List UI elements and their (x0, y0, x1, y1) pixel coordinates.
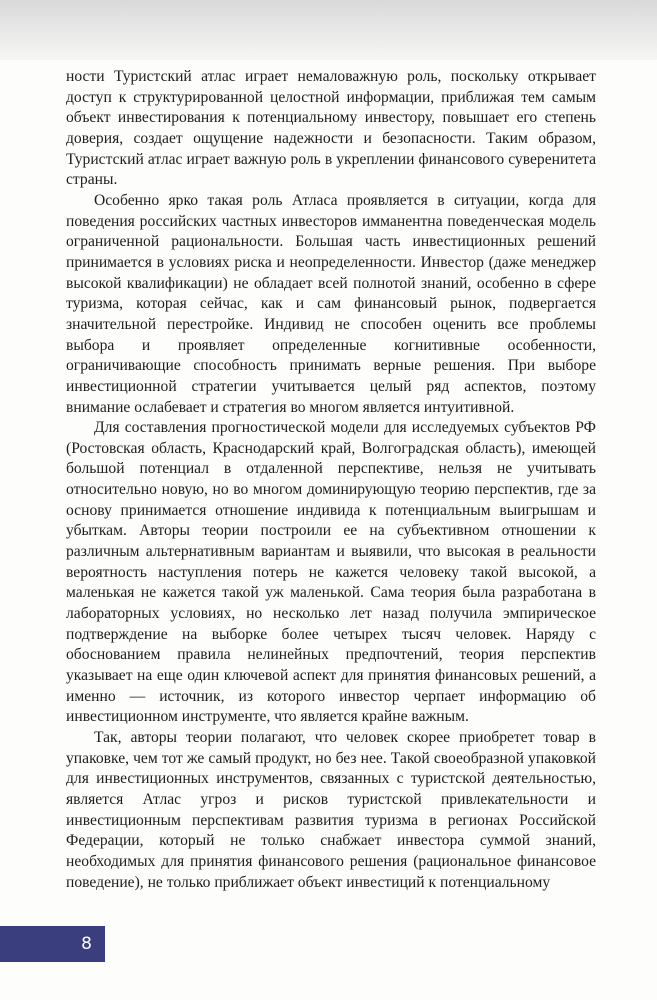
paragraph-4: Так, авторы теории полагают, что человек скорее приобретет товар в упаковке, чем тот же самый продукт, но без нее. Такой своеобразной упаковкой для инвестиционных инструментов, связанных с туристской деятельностью, является Атлас угроз и рисков туристской привлекательности и инвестиционным перспективам развития туризма в регионах Российской Федерации, который не только снабжает инвестора суммой знаний, необходимых для принятия финансового решения (рациональное финансовое поведение), не только приближает объект инвестиций к потенциальному (66, 729, 596, 891)
page-number-badge: 8 (0, 926, 105, 962)
paragraph-3: Для составления прогностической модели для исследуемых субъектов РФ (Ростовская область, Краснодарский край, Волгоградская область), имеющей большой потенциал в отдаленной перспективе, нельзя не учитывать относительно новую, но во многом доминирующую теорию перспектив, где за основу принимается отношение индивида к потенциальным выигрышам и убыткам. Авторы теории построили ее на субъективном отношении к различным альтернативным вариантам и выявили, что высокая в реальности вероятность наступления потерь не кажется человеку такой высокой, а маленькая не кажется такой уж маленькой. Сама теория была разработана в лабораторных условиях, но несколько лет назад получила эмпирическое подтверждение на выборке более четырех тысяч человек. Наряду с обоснованием правила нелинейных предпочтений, теория перспектив указывает на еще один ключевой аспект для принятия финансовых решений, а именно — источник, из которого инвестор черпает информацию об инвестиционном инструменте, что является крайне важным. (66, 419, 596, 726)
body-text (66, 67, 596, 893)
paragraph-2: Особенно ярко такая роль Атласа проявляется в ситуации, когда для поведения российских частных инвесторов имманентна поведенческая модель ограниченной рациональности. Большая часть инвестиционных решений принимается в условиях риска и неопределенности. Инвестор (даже менеджер высокой квалификации) не обладает всей полнотой знаний, особенно в сфере туризма, которая сейчас, как и сам финансовый рынок, подвергается значительной перестройке. Индивид не способен оценить все проблемы выбора и проявляет определенные когнитивные особенности, ограничивающие способность принимать верные решения. При выборе инвестиционной стратегии учитывается целый ряд аспектов, поэтому внимание ослабевает и стратегия во многом является интуитивной. (66, 191, 596, 416)
page-top-band (0, 0, 657, 60)
paragraph-1: ности Туристский атлас играет немаловажную роль, поскольку открывает доступ к структурированной целостной информации, приближая тем самым объект инвестирования к потенциальному инвестору, повышает его степень доверия, создает ощущение надежности и безопасности. Таким образом, Туристский атлас играет важную роль в укреплении финансового суверенитета страны. (66, 68, 596, 189)
